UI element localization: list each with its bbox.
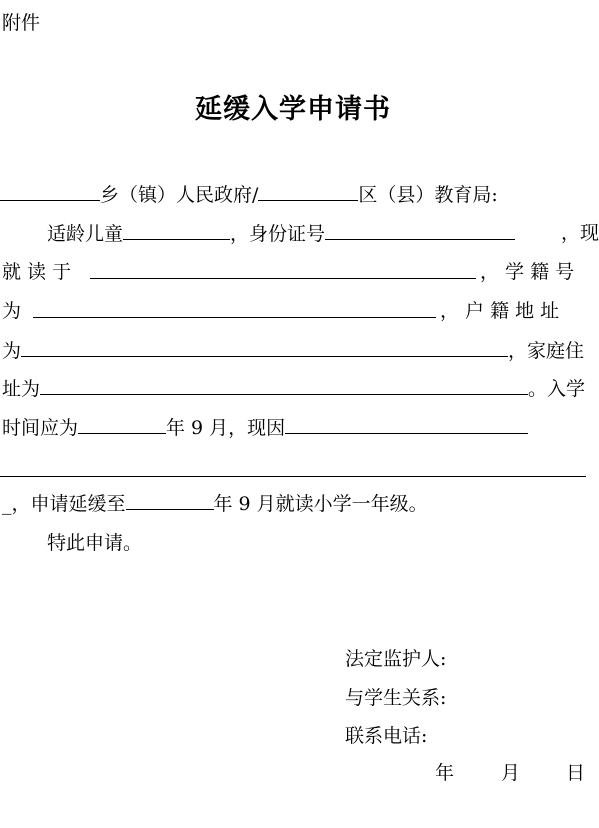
defer-year-blank[interactable] bbox=[126, 492, 214, 510]
date-year-label: 年 bbox=[435, 762, 455, 784]
underscore-mark: _ bbox=[2, 493, 12, 515]
home-address-blank[interactable] bbox=[40, 377, 528, 395]
wei-label-1: 为 bbox=[2, 300, 22, 322]
household-line bbox=[2, 339, 584, 362]
request-text: 特此申请。 bbox=[47, 532, 143, 554]
year-sep-label: 年 9 月，现因 bbox=[166, 417, 286, 439]
wei-label-2: 为 bbox=[2, 340, 22, 362]
id-number-blank[interactable] bbox=[325, 222, 515, 240]
enroll-year-blank[interactable] bbox=[78, 416, 166, 434]
school-blank[interactable] bbox=[90, 261, 476, 279]
home-label: ，家庭住 bbox=[508, 340, 585, 362]
child-label: 适龄儿童 bbox=[47, 223, 124, 245]
now-label: ，现 bbox=[561, 222, 599, 244]
apply-line bbox=[2, 492, 428, 515]
attachment-label: 附件 bbox=[2, 12, 41, 34]
apply-suffix: 年 9 月就读小学一年级。 bbox=[213, 493, 428, 515]
reason-continuation-line[interactable] bbox=[0, 476, 586, 477]
study-at-label: 就 读 于 bbox=[2, 261, 72, 283]
household-label: ， 户 籍 地 址 bbox=[440, 300, 560, 322]
apply-prefix: ，申请延缓至 bbox=[11, 493, 126, 515]
enroll-time-line bbox=[2, 416, 528, 439]
date-day-label: 日 bbox=[566, 762, 586, 784]
guardian-label: 法定监护人: bbox=[345, 648, 447, 670]
addressee-line bbox=[0, 183, 498, 206]
home-address-line bbox=[2, 377, 585, 400]
student-no-blank[interactable] bbox=[33, 300, 436, 318]
document-title: 延缓入学申请书 bbox=[195, 94, 391, 125]
enroll-time-label: 时间应为 bbox=[2, 417, 79, 439]
child-name-blank[interactable] bbox=[123, 222, 230, 240]
enroll-label: 。入学 bbox=[528, 378, 586, 400]
phone-label: 联系电话: bbox=[345, 725, 428, 747]
student-no-blank-wrap bbox=[33, 300, 436, 323]
student-no-label: ， 学 籍 号 bbox=[480, 261, 575, 283]
id-label: ，身份证号 bbox=[230, 223, 326, 245]
reason-blank[interactable] bbox=[285, 416, 528, 434]
town-blank[interactable] bbox=[0, 183, 100, 201]
address-label: 址为 bbox=[2, 378, 41, 400]
date-month-label: 月 bbox=[501, 762, 521, 784]
child-line bbox=[47, 222, 515, 245]
household-blank[interactable] bbox=[21, 339, 508, 357]
district-blank[interactable] bbox=[258, 183, 358, 201]
school-blank-wrap bbox=[90, 261, 476, 284]
town-gov-label: 乡（镇）人民政府/ bbox=[100, 184, 259, 206]
relation-label: 与学生关系: bbox=[345, 687, 447, 709]
district-bureau-label: 区（县）教育局: bbox=[358, 184, 498, 206]
